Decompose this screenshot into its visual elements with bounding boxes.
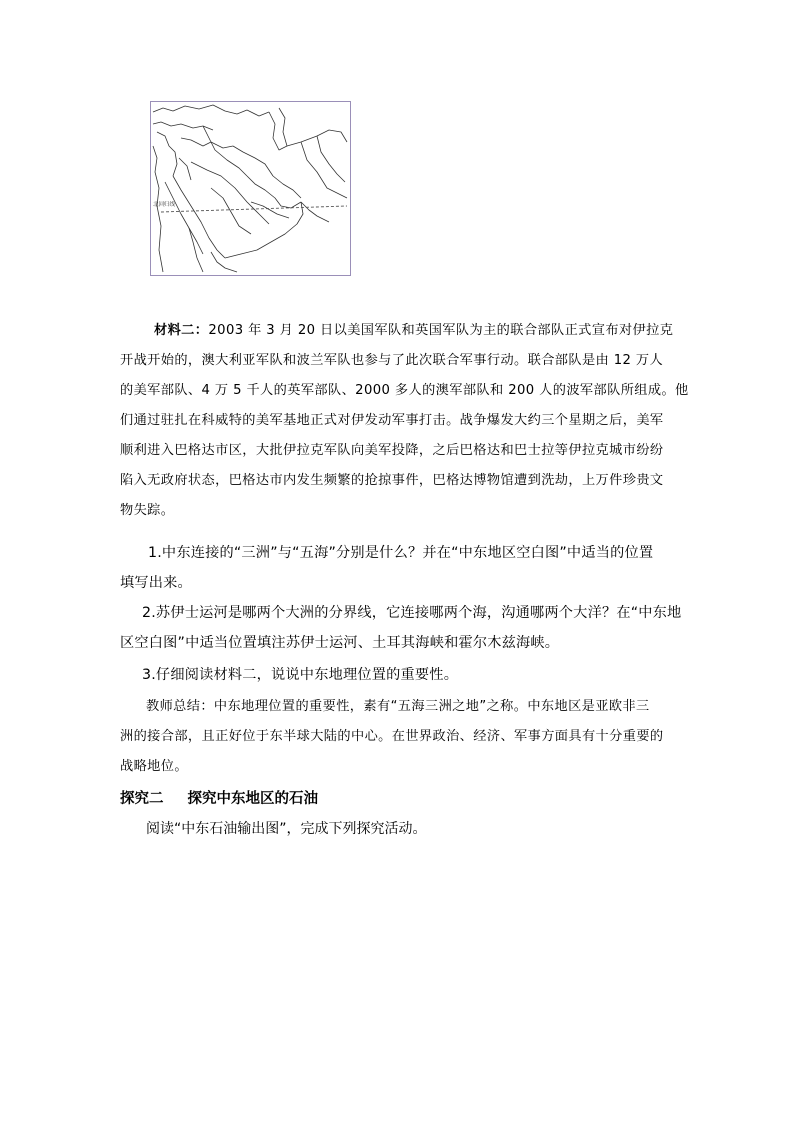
tropic-of-cancer-label: 北回归线 xyxy=(153,202,176,208)
question-1-line-1: 1.中东连接的“三洲”与“五海”分别是什么？并在“中东地区空白图”中适当的位置 xyxy=(148,545,654,561)
summary-line-2: 洲的接合部，且正好位于东半球大陆的中心。在世界政治、经济、军事方面具有十分重要的 xyxy=(120,729,664,744)
summary-line-1: 教师总结：中东地理位置的重要性，素有“五海三洲之地”之称。中东地区是亚欧非三 xyxy=(146,699,650,714)
question-1 xyxy=(120,538,680,598)
material-two-line-6: 陷入无政府状态，巴格达市内发生频繁的抢掠事件，巴格达博物馆遭到洗劫，上万件珍贵文 xyxy=(120,473,664,488)
material-two-line-1: 2003 年 3 月 20 日以美国军队和英国军队为主的联合部队正式宣布对伊拉克 xyxy=(208,323,674,338)
material-two-line-5: 顺利进入巴格达市区，大批伊拉克军队向美军投降，之后巴格达和巴士拉等伊拉克城市纷纷 xyxy=(120,443,664,458)
material-two-line-3: 的美军部队、4 万 5 千人的英军部队、2000 多人的澳军部队和 200 人的波军部队所组成。他 xyxy=(120,383,689,398)
teacher-summary xyxy=(120,692,680,782)
material-two-first-line xyxy=(120,316,680,346)
question-2 xyxy=(120,598,680,658)
question-2-line-2: 区空白图”中适当位置填注苏伊士运河、土耳其海峡和霍尔木兹海峡。 xyxy=(120,635,560,651)
question-2-line-1: 2.苏伊士运河是哪两个大洲的分界线，它连接哪两个海，沟通哪两个大洋？在“中东地 xyxy=(142,605,682,621)
material-two-line-4: 们通过驻扎在科威特的美军基地正式对伊发动军事打击。战争爆发大约三个星期之后，美军 xyxy=(120,413,664,428)
question-1-line-2: 填写出来。 xyxy=(120,575,192,591)
material-two-paragraph xyxy=(120,316,689,526)
summary-line-3: 战略地位。 xyxy=(120,759,188,774)
section-title: 探究中东地区的石油 xyxy=(187,791,318,807)
section-tag: 探究二 xyxy=(120,791,164,807)
middle-east-blank-map xyxy=(150,101,351,276)
reading-instruction: 阅读“中东石油输出图”，完成下列探究活动。 xyxy=(146,821,427,837)
question-3 xyxy=(120,660,680,690)
question-3-line-1: 3.仔细阅读材料二，说说中东地理位置的重要性。 xyxy=(142,667,459,683)
section-heading xyxy=(120,786,318,812)
map-outline-drawing xyxy=(151,102,349,274)
material-two-line-2: 开战开始的，澳大利亚军队和波兰军队也参与了此次联合军事行动。联合部队是由 12 万人 xyxy=(120,353,664,368)
material-two-label: 材料二： xyxy=(154,323,209,338)
material-two-line-7: 物失踪。 xyxy=(120,503,175,518)
